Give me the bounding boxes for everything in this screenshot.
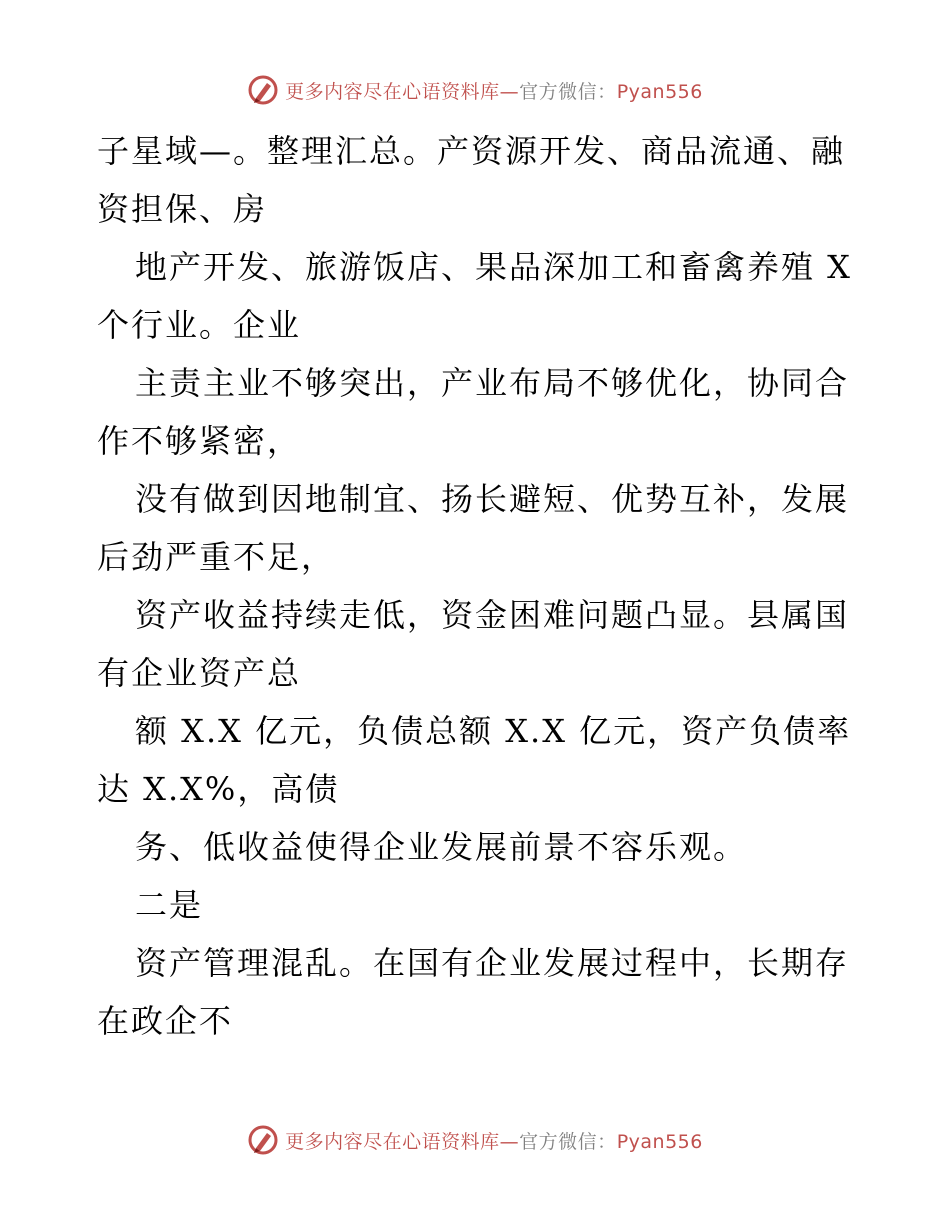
body-line: 作不够紧密， [97, 422, 302, 460]
watermark-label: 官方微信： [519, 80, 617, 103]
body-line: 资担保、房 [97, 190, 268, 228]
body-line: 有企业资产总 [97, 654, 302, 692]
body-line: 个行业。企业 [97, 306, 302, 344]
footer-watermark [0, 1120, 950, 1160]
body-line: 资产收益持续走低，资金困难问题凸显。县属国 [135, 596, 850, 634]
body-line: 后劲严重不足， [97, 538, 336, 576]
document-body [97, 122, 857, 1050]
header-watermark [0, 70, 950, 110]
watermark-text [285, 77, 703, 104]
watermark-label: 官方微信： [519, 1130, 617, 1153]
watermark-dash: — [499, 80, 520, 103]
body-line: 资产管理混乱。在国有企业发展过程中，长期存 [135, 944, 850, 982]
watermark-dash: — [499, 1130, 520, 1153]
pen-circle-logo-icon [247, 1124, 279, 1156]
pen-circle-logo-icon [247, 74, 279, 106]
body-line: 子星域—。整理汇总。产资源开发、商品流通、融 [97, 132, 846, 170]
body-line: 二是 [135, 886, 204, 924]
body-line: 额 X.X 亿元，负债总额 X.X 亿元，资产负债率 [135, 712, 852, 750]
watermark-id: Pyan556 [616, 1130, 703, 1153]
watermark-id: Pyan556 [616, 80, 703, 103]
body-line: 地产开发、旅游饭店、果品深加工和畜禽养殖 X [135, 248, 852, 286]
watermark-brand: 更多内容尽在心语资料库 [285, 80, 500, 103]
body-line: 务、低收益使得企业发展前景不容乐观。 [135, 828, 748, 866]
body-line: 没有做到因地制宜、扬长避短、优势互补，发展 [135, 480, 850, 518]
body-line: 主责主业不够突出，产业布局不够优化，协同合 [135, 364, 850, 402]
watermark-brand: 更多内容尽在心语资料库 [285, 1130, 500, 1153]
body-line: 达 X.X%，高债 [97, 770, 340, 808]
watermark-text [285, 1127, 703, 1154]
body-line: 在政企不 [97, 1002, 234, 1040]
